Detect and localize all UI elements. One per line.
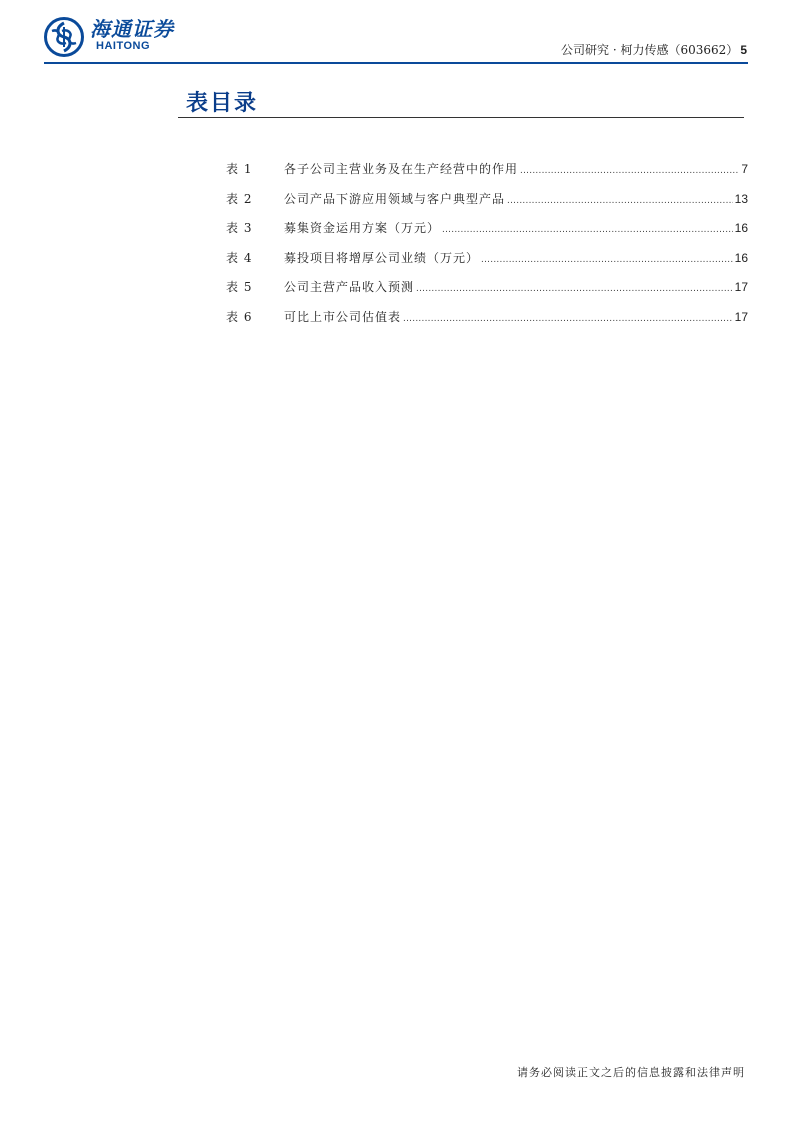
- logo-english-name: HAITONG: [96, 40, 151, 52]
- logo-chinese-name: 海通证券: [90, 17, 174, 41]
- toc-entry-text: 募投项目将增厚公司业绩（万元）: [284, 250, 480, 265]
- toc-leader-dots: [520, 165, 739, 176]
- toc-entry-page: 16: [734, 250, 748, 265]
- disclaimer-footer: 请务必阅读正文之后的信息披露和法律声明: [517, 1066, 745, 1079]
- toc-entry-text: 公司主营产品收入预测: [284, 280, 415, 294]
- toc-list: [226, 160, 748, 337]
- toc-entry-label: 表 1: [226, 162, 253, 176]
- toc-entry-page: 17: [734, 280, 748, 294]
- toc-entry[interactable]: [226, 160, 748, 190]
- toc-entry-page: 16: [734, 221, 748, 235]
- toc-entry-label: 表 6: [226, 309, 253, 324]
- toc-entry[interactable]: [226, 219, 748, 249]
- toc-entry[interactable]: [226, 278, 748, 308]
- toc-entry-text: 公司产品下游应用领域与客户典型产品: [284, 191, 506, 206]
- haitong-logo-icon: [44, 17, 84, 57]
- toc-entry[interactable]: [226, 190, 748, 220]
- toc-entry-page: 13: [734, 191, 748, 206]
- toc-leader-dots: [481, 254, 733, 265]
- header-divider: [44, 62, 748, 64]
- toc-entry-label: 表 3: [226, 221, 253, 235]
- toc-entry-page: 7: [741, 162, 748, 176]
- title-divider: [178, 117, 744, 118]
- toc-leader-dots: [442, 224, 733, 235]
- toc-entry-text: 各子公司主营业务及在生产经营中的作用: [284, 162, 519, 176]
- toc-leader-dots: [403, 313, 733, 324]
- toc-entry-label: 表 4: [226, 250, 253, 265]
- toc-title: 表目录: [186, 90, 259, 116]
- page-header: [0, 0, 793, 70]
- toc-entry-label: 表 5: [226, 280, 253, 294]
- toc-entry-text: 募集资金运用方案（万元）: [284, 221, 441, 235]
- toc-entry-label: 表 2: [226, 191, 253, 206]
- page-number: 5: [740, 43, 747, 57]
- toc-leader-dots: [507, 195, 733, 206]
- report-title: 公司研究 · 柯力传感（603662）: [561, 43, 739, 57]
- logo-wordmark: [90, 18, 174, 52]
- toc-entry[interactable]: [226, 308, 748, 338]
- toc-entry[interactable]: [226, 249, 748, 279]
- toc-entry-page: 17: [734, 309, 748, 324]
- toc-entry-text: 可比上市公司估值表: [284, 309, 402, 324]
- report-header-info: [561, 41, 747, 58]
- toc-leader-dots: [416, 283, 733, 294]
